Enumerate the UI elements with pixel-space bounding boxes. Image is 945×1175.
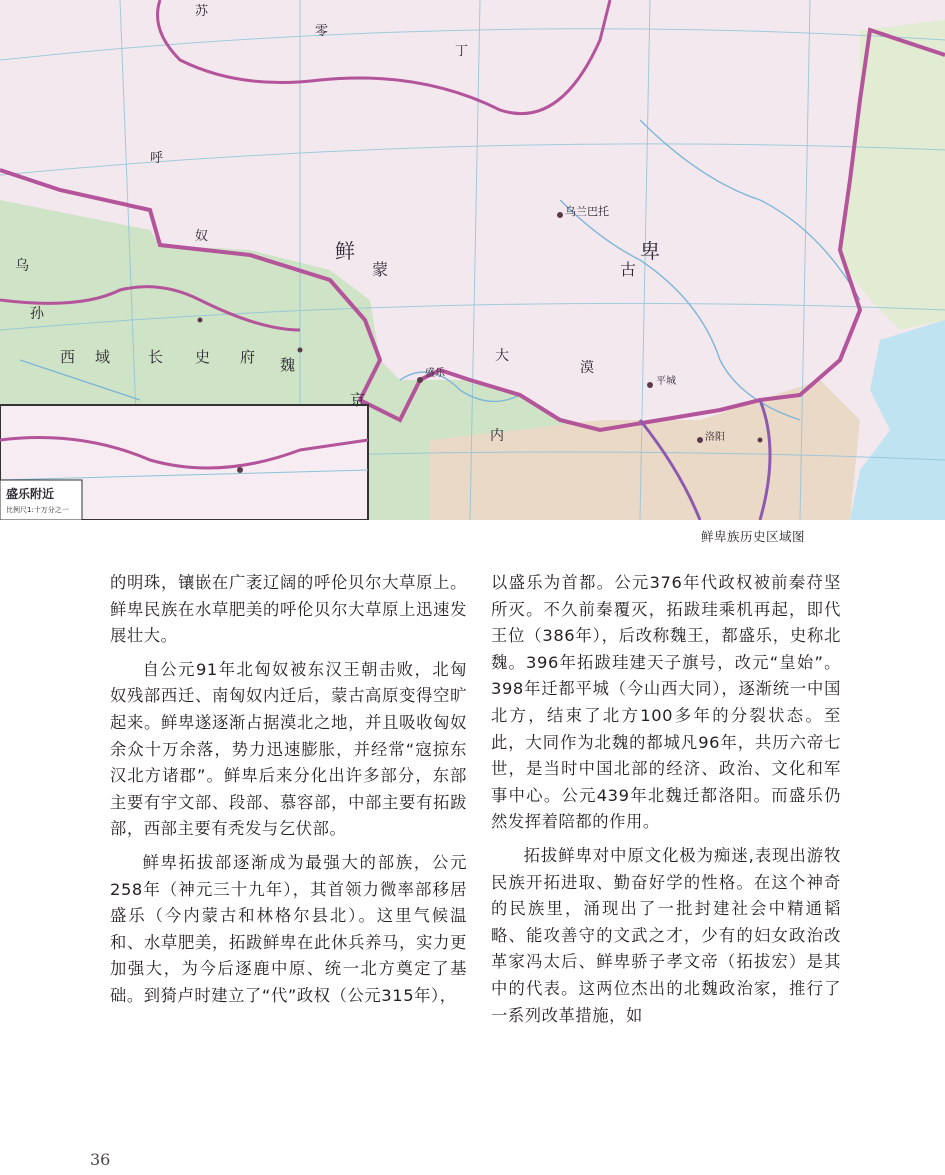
inset-title: 盛乐附近 xyxy=(6,487,55,501)
map-caption: 鲜卑族历史区域图 xyxy=(700,529,805,544)
map-label-yu: 域 xyxy=(95,348,111,366)
map-inset xyxy=(0,405,368,520)
map-label-mo: 漠 xyxy=(580,360,594,376)
inset-scale: 比例尺1:十万分之一 xyxy=(6,506,69,514)
right-column xyxy=(491,570,841,1029)
map-label-zhang: 长 xyxy=(148,348,164,366)
map-label-ling: 零 xyxy=(315,24,329,39)
map-label-xian: 鲜 xyxy=(335,239,355,263)
map-label-shi: 史 xyxy=(195,348,211,366)
left-column xyxy=(110,570,467,1010)
map-label-sun: 孙 xyxy=(30,306,44,322)
page-number: 36 xyxy=(90,1150,111,1169)
map-label-ding: 丁 xyxy=(455,44,469,59)
map-label-da: 大 xyxy=(495,348,509,364)
map-label-gu: 古 xyxy=(620,260,637,279)
map-label-hu: 呼 xyxy=(150,151,164,166)
paragraph: 拓拔鲜卑对中原文化极为痴迷,表现出游牧民族开拓进取、勤奋好学的性格。在这个神奇的民族里，涌现出了一批封建社会中精通韬略、能攻善守的文武之才，少有的妇女政治改革家冯太后、鲜卑骄子孝文帝（拓拔宏）是其中的代表。这两位杰出的北魏政治家，推行了一系列改革措施，如 xyxy=(491,845,841,1025)
paragraph: 以盛乐为首都。公元376年代政权被前秦苻坚所灭。不久前秦覆灭，拓跋珪乘机再起，即代王位（386年），后改称魏王，都盛乐，史称北魏。396年拓跋珪建天子旗号，改元“皇始”。398年迁都平城（今山西大同），逐渐统一中国北方，结束了北方100多年的分裂状态。至此，大同作为北魏的都城凡96年，共历六帝七世，是当时中国北部的经济、政治、文化和军事中心。公元439年北魏迁都洛阳。而盛乐仍然发挥着陪都的作用。 xyxy=(491,573,841,832)
map-label-shengle: 盛乐 xyxy=(425,368,445,379)
map-label-luoyang: 洛阳 xyxy=(705,432,725,443)
map-label-wei: 魏 xyxy=(280,356,296,374)
map-label-meng: 蒙 xyxy=(372,260,389,279)
map-label-jing: 京 xyxy=(350,391,366,409)
map-label-xi: 西 xyxy=(60,348,76,366)
map-label-fu: 府 xyxy=(240,348,256,366)
paragraph: 的明珠，镶嵌在广袤辽阔的呼伦贝尔大草原上。鲜卑民族在水草肥美的呼伦贝尔大草原上迅速发展壮大。 xyxy=(110,573,467,646)
paragraph: 鲜卑拓拔部逐渐成为最强大的部族，公元258年（神元三十九年），其首领力微率部移居盛乐（今内蒙古和林格尔县北）。这里气候温和、水草肥美，拓跋鲜卑在此休兵养马，实力更加强大，为今后逐鹿中原、统一北方奠定了基础。到猗卢时建立了“代”政权（公元315年）， xyxy=(110,852,467,1005)
map-label-su: 苏 xyxy=(195,4,209,19)
map-label-wu: 乌 xyxy=(15,258,29,274)
historical-map xyxy=(0,0,945,520)
map-label-nu: 奴 xyxy=(195,229,209,244)
map-label-nei: 内 xyxy=(490,428,504,444)
map-graphic xyxy=(0,0,945,520)
paragraph: 自公元91年北匈奴被东汉王朝击败，北匈奴残部西迁、南匈奴内迁后，蒙古高原变得空旷起来。鲜卑遂逐渐占据漠北之地，并且吸收匈奴余众十万余落，势力迅速膨胀，并经常“寇掠东汉北方诸郡”。鲜卑后来分化出许多部分，东部主要有宇文部、段部、慕容部，中部主要有拓跋部，西部主要有秃发与乞伏部。 xyxy=(110,659,467,839)
map-label-bei: 卑 xyxy=(640,239,660,263)
map-label-pingcheng: 平城 xyxy=(656,376,676,387)
map-label-lake: 乌兰巴托 xyxy=(565,205,609,218)
